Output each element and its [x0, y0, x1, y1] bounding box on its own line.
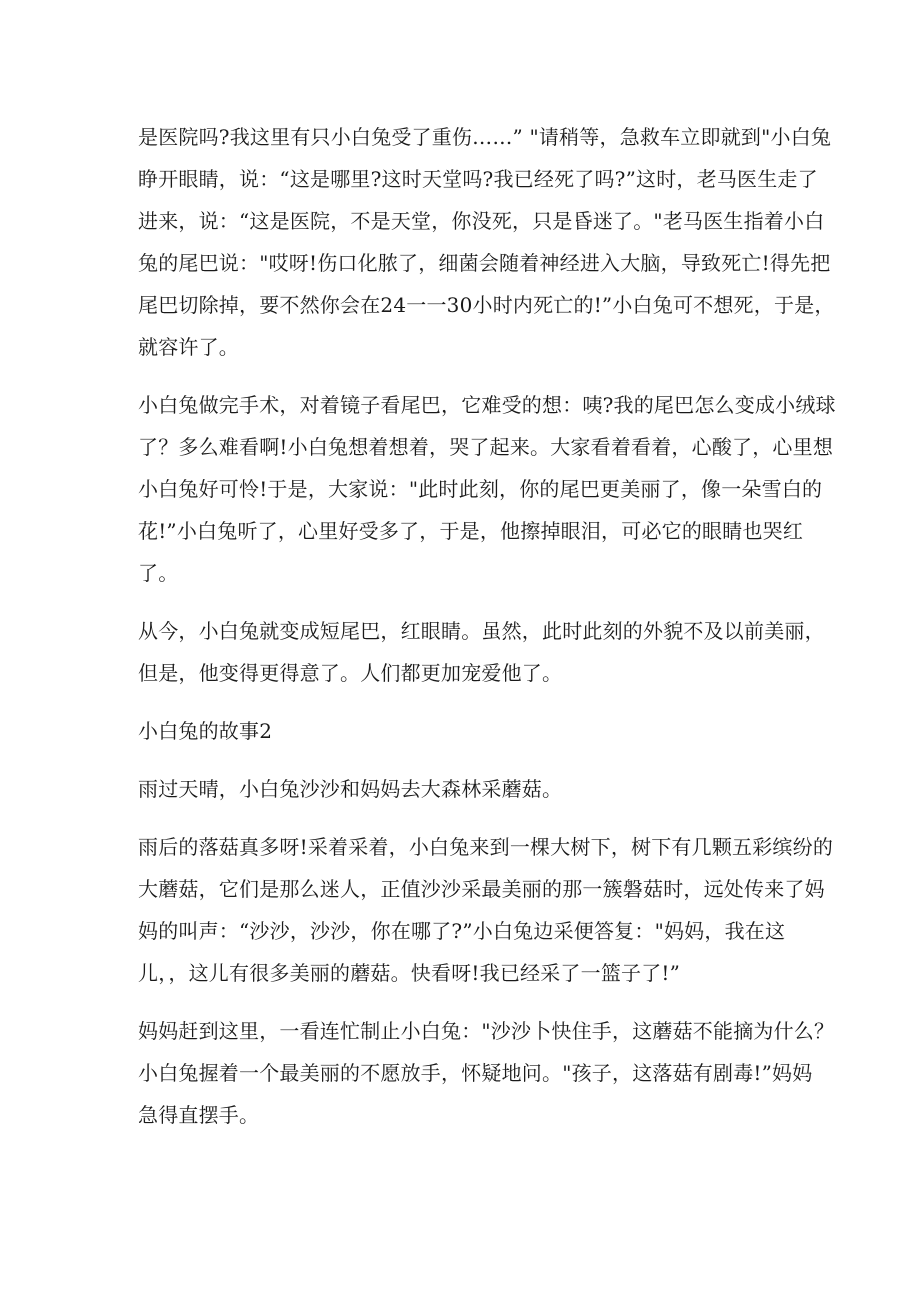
- text-line: 了？多么难看啊!小白兔想着想着，哭了起来。大家看着看着，心酸了，心里想: [138, 435, 834, 459]
- text-line: 但是，他变得更得意了。人们都更加宠爱他了。: [138, 661, 563, 685]
- text-line: 小白兔做完手术，对着镜子看尾巴，它难受的想：咦?我的尾巴怎么变成小绒球: [138, 393, 836, 417]
- text-line: 睁开眼睛，说：“这是哪里?这时天堂吗?我已经死了吗?”这时，老马医生走了: [138, 167, 818, 191]
- text-line: 是医院吗?我这里有只小白兔受了重伤……” "请稍等，急救车立即就到"小白兔: [138, 125, 832, 149]
- text-line: 尾巴切除掉，要不然你会在24一一30小时内死亡的!”小白兔可不想死，于是，: [138, 293, 835, 317]
- text-line: 急得直摆手。: [138, 1103, 260, 1127]
- text-line: 妈的叫声：“沙沙，沙沙，你在哪了?”小白兔边采便答复："妈妈，我在这: [138, 919, 786, 943]
- section-heading: [138, 710, 788, 752]
- paragraph-5: [138, 826, 834, 994]
- text-line: 了。: [138, 561, 179, 585]
- paragraph-2: [138, 384, 836, 594]
- paragraph-1: [138, 116, 835, 368]
- text-line: 兔的尾巴说："哎呀!伤口化脓了，细菌会随着神经进入大脑，导致死亡!得先把: [138, 251, 831, 275]
- paragraph-4: [138, 768, 788, 810]
- text-line: 雨后的落菇真多呀!采着采着，小白兔来到一棵大树下，树下有几颗五彩缤纷的: [138, 835, 834, 859]
- heading-line: 小白兔的故事2: [138, 719, 273, 743]
- text-line: 雨过天晴，小白兔沙沙和妈妈去大森林采蘑菇。: [138, 777, 563, 801]
- text-line: 花!”小白兔听了，心里好受多了，于是，他擦掉眼泪，可必它的眼睛也哭红: [138, 519, 804, 543]
- text-line: 小白兔握着一个最美丽的不愿放手，怀疑地问。"孩子，这落菇有剧毒!”妈妈: [138, 1061, 813, 1085]
- paragraph-6: [138, 1010, 835, 1136]
- text-line: 小白兔好可怜!于是，大家说："此时此刻，你的尾巴更美丽了，像一朵雪白的: [138, 477, 823, 501]
- text-line: 就容许了。: [138, 335, 239, 359]
- text-line: 妈妈赶到这里，一看连忙制止小白兔："沙沙卜快住手，这蘑菇不能摘为什么？: [138, 1019, 835, 1043]
- text-line: 儿，，这儿有很多美丽的蘑菇。快看呀!我已经采了一篮子了!”: [138, 961, 681, 985]
- text-line: 大蘑菇，它们是那么迷人，正值沙沙采最美丽的那一簇磐菇时，远处传来了妈: [138, 877, 825, 901]
- paragraph-3: [138, 610, 825, 694]
- text-line: 从今，小白兔就变成短尾巴，红眼睛。虽然，此时此刻的外貌不及以前美丽，: [138, 619, 825, 643]
- text-line: 进来，说：“这是医院，不是天堂，你没死，只是昏迷了。"老马医生指着小白: [138, 209, 825, 233]
- document-body: [138, 116, 836, 1136]
